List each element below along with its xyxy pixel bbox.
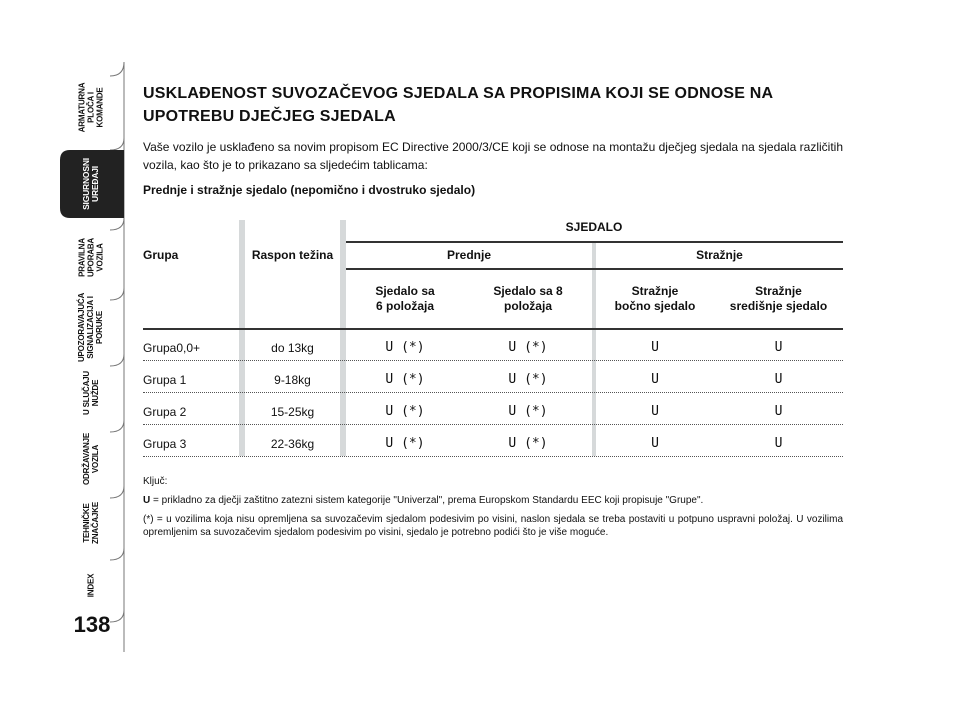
- tab-sigurnosni-uredaji[interactable]: [58, 150, 124, 218]
- row-cell: U (*): [508, 340, 548, 355]
- tab-label: ODRŽAVANJE VOZILA: [82, 433, 100, 485]
- row-raspon: 22-36kg: [270, 437, 315, 451]
- row-grupa: Grupa 1: [143, 373, 187, 387]
- row-raspon: 9-18kg: [274, 373, 311, 387]
- tab-label: UPOZORAVAJUĆA SIGNALIZACIJA I PORUKE: [77, 292, 105, 362]
- row-grupa: Grupa0,0+: [143, 341, 201, 355]
- tab-label: ARMATURNA PLOČA I KOMANDE: [77, 82, 105, 132]
- row-grupa: Grupa 2: [143, 405, 187, 419]
- row-rule: [143, 424, 843, 425]
- row-rule: [143, 392, 843, 393]
- row-cell: U: [774, 404, 783, 419]
- page-title: [143, 82, 843, 128]
- tab-armaturna-ploca[interactable]: [58, 72, 124, 142]
- tab-index[interactable]: [58, 554, 124, 616]
- main-content: [143, 82, 843, 198]
- subheader-sjedalo-6: Sjedalo sa 6 položaja: [375, 284, 435, 313]
- row-cell: U: [774, 436, 783, 451]
- tab-label: U SLUČAJU NUŽDE: [82, 371, 100, 415]
- section-tab-strip: [58, 62, 128, 652]
- row-cell: U: [651, 404, 659, 419]
- row-cell: U (*): [385, 340, 425, 355]
- row-cell: U (*): [508, 404, 548, 419]
- intro-paragraph: Vaše vozilo je usklađeno sa novim propisom EC Directive 2000/3/CE koji se odnose na montažu dječjeg sjedala na sjedala različitih vozila, kao što je to prikazano sa sljedećim tablicama:: [143, 140, 843, 172]
- row-cell: U: [774, 372, 783, 387]
- tab-label: SIGURNOSNI UREĐAJI: [81, 158, 100, 210]
- header-raspon-tezina: Raspon težina: [251, 248, 334, 262]
- row-cell: U: [651, 340, 659, 355]
- row-rule: [143, 456, 843, 457]
- row-cell: U (*): [385, 436, 425, 451]
- header-rule: [346, 268, 843, 270]
- key-u-definition: [143, 494, 843, 507]
- row-cell: U: [651, 372, 659, 387]
- row-cell: U (*): [385, 372, 425, 387]
- header-sjedalo: SJEDALO: [565, 220, 623, 234]
- row-rule: [143, 360, 843, 361]
- key-u-symbol: U: [143, 495, 151, 506]
- title-line-2: UPOTREBU DJEČJEG SJEDALA: [143, 108, 396, 125]
- title-line-1: USKLAĐENOST SUVOZAČEVOG SJEDALA SA PROPISIMA KOJI SE ODNOSE NA: [143, 85, 774, 102]
- subheader-sredisnje: Stražnje središnje sjedalo: [729, 284, 828, 313]
- tab-odrzavanje-vozila[interactable]: [58, 426, 124, 492]
- tab-pravilna-uporaba[interactable]: [58, 222, 124, 292]
- row-cell: U: [774, 340, 783, 355]
- subheader-sjedalo-8: Sjedalo sa 8 položaja: [493, 284, 563, 313]
- row-grupa: Grupa 3: [143, 437, 187, 451]
- header-straznje: Stražnje: [696, 248, 743, 262]
- header-grupa: Grupa: [143, 248, 179, 262]
- tab-upozoravajuca-signalizacija[interactable]: [58, 292, 124, 362]
- key-u-text: = prikladno za dječji zaštitno zatezni sistem kategorije "Univerzal", prema Europskom Standardu EEC koji propisuje "Grupe".: [150, 495, 704, 506]
- table-subheading: Prednje i stražnje sjedalo (nepomično i dvostruko sjedalo): [143, 183, 476, 197]
- tab-label: TEHNIČKE ZNAČAJKE: [82, 502, 100, 544]
- row-raspon: do 13kg: [271, 341, 314, 355]
- table-key: [143, 475, 843, 545]
- key-star-definition: (*) = u vozilima koja nisu opremljena sa suvozačevim sjedalom podesivim po visini, naslon sjedala se treba postaviti u potpuno uspravni položaj. U vozilima opremljenim sa suvozačevim sjedalom podesivim po visini, sjedalo je potrebno podići što je više moguće.: [143, 514, 843, 538]
- subheader-bocno: Stražnje bočno sjedalo: [614, 284, 696, 313]
- row-raspon: 15-25kg: [270, 405, 315, 419]
- page-number: 138: [73, 612, 111, 637]
- tab-tehnicke-znacajke[interactable]: [58, 492, 124, 554]
- tab-u-slucaju-nuzde[interactable]: [58, 360, 124, 426]
- header-prednje: Prednje: [446, 248, 491, 262]
- row-cell: U (*): [508, 436, 548, 451]
- header-rule: [346, 241, 843, 243]
- header-bottom-rule: [143, 328, 843, 330]
- row-cell: U (*): [385, 404, 425, 419]
- row-cell: U: [651, 436, 659, 451]
- tab-label: PRAVILNA UPORABA VOZILA: [77, 237, 105, 277]
- key-title: Ključ:: [143, 476, 168, 487]
- child-seat-table: [143, 220, 843, 460]
- tab-label: INDEX: [86, 573, 96, 597]
- row-cell: U (*): [508, 372, 548, 387]
